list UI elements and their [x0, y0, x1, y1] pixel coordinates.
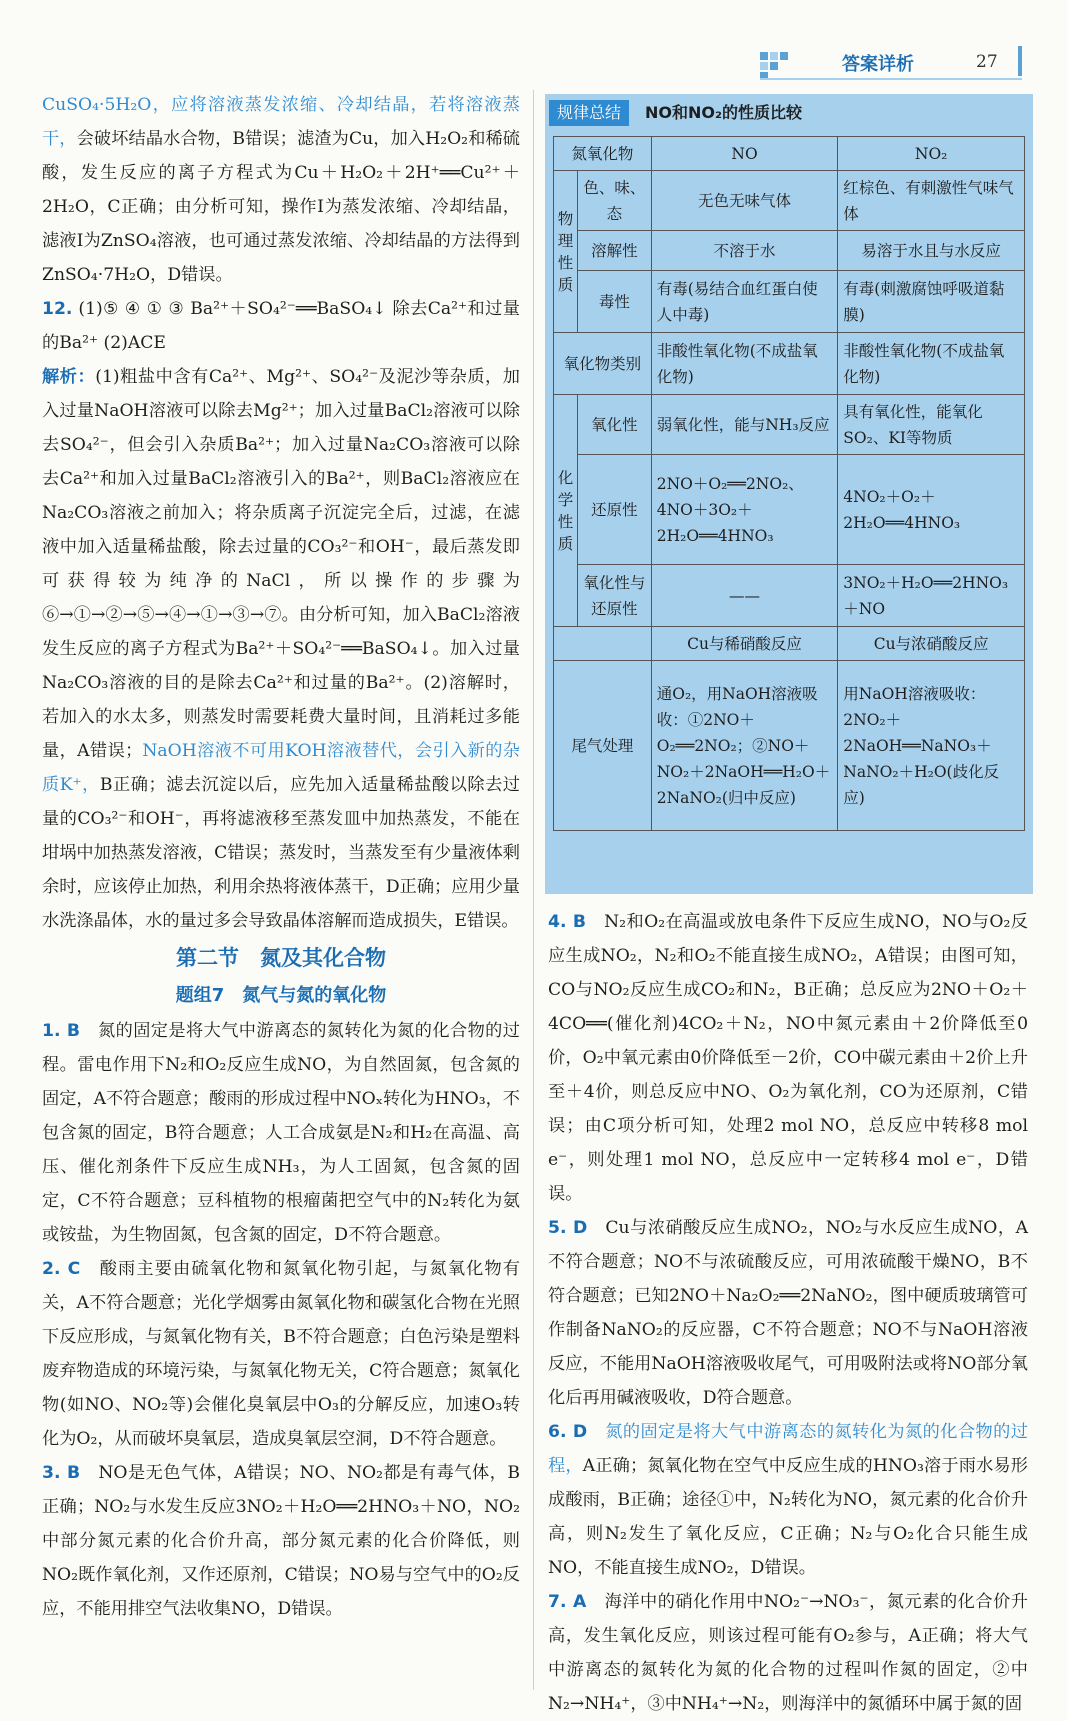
table-row [554, 395, 1025, 455]
table-cell: 氧化物类别 [554, 333, 652, 395]
paragraph-text: (1)粗盐中含有Ca²⁺、Mg²⁺、SO₄²⁻及泥沙等杂质，加入过量NaOH溶液可以除去Mg²⁺；加入过量BaCl₂溶液可以除去SO₄²⁻，但会引入杂质Ba²⁺；加入过量Na₂CO₃溶液可以除去Ca²⁺和加入过量BaCl₂溶液引入的Ba²⁺，则BaCl₂溶液应在Na₂CO₃溶液之前加入；将杂质离子沉淀完全后，过滤，在滤液中加入适量稀盐酸，除去过量的CO₃²⁻和OH⁻，最后蒸发即可获得较为纯净的NaCl，所以操作的步骤为⑥→①→②→⑤→④→①→③→⑦。由分析可知，加入BaCl₂溶液发生反应的离子方程式为Ba²⁺＋SO₄²⁻══BaSO₄↓。加入过量Na₂CO₃溶液的目的是除去Ca²⁺和过量的Ba²⁺。(2)溶解时，若加入的水太多，则蒸发时需要耗费大量时间，且消耗过多能量，A错误； [42, 367, 520, 761]
answer-2 [42, 1252, 520, 1456]
highlight-text: NaOH溶液不可用KOH溶液替代，会引入新的杂质K⁺， [42, 741, 520, 795]
table-cell: 不溶于水 [651, 231, 838, 271]
rule-summary-tag: 规律总结 [549, 100, 629, 126]
table-cell: 通O₂，用NaOH溶液吸收：①2NO＋O₂══2NO₂；②NO＋NO₂＋2NaOH══H₂O＋2NaNO₂(归中反应) [651, 661, 838, 831]
left-column [42, 88, 520, 1626]
table-row [554, 565, 1025, 627]
highlight-text: CuSO₄·5H₂O，应将溶液蒸发浓缩、冷却结晶，若将溶液蒸干， [42, 95, 520, 149]
table-cell: 4NO₂＋O₂＋2H₂O══4HNO₃ [838, 455, 1025, 565]
question-number: 2. C [42, 1259, 81, 1279]
question-number: 12. [42, 299, 73, 319]
rule-summary-title: NO和NO₂的性质比较 [645, 103, 802, 122]
question-number: 4. B [548, 912, 587, 932]
table-cell: Cu与浓硝酸反应 [838, 627, 1025, 661]
question-number: 5. D [548, 1218, 588, 1238]
table-cell: 无色无味气体 [651, 171, 838, 231]
table-cell: 色、味、态 [577, 171, 651, 231]
table-cell: 氧化性 [577, 395, 651, 455]
table-cell: 尾气处理 [554, 661, 652, 831]
table-cell: 有毒(易结合血红蛋白使人中毒) [651, 271, 838, 333]
column-divider [533, 90, 534, 1690]
question-number: 6. D [548, 1422, 588, 1442]
highlight-text: 氮的固定是将大气中游离态的氮转化为氮的化合物的过程， [548, 1422, 1028, 1476]
answer-3 [42, 1456, 520, 1626]
answer-text: 酸雨主要由硫氧化物和氮氧化物引起，与氮氧化物有关，A不符合题意；光化学烟雾由氮氧化物和碳氢化合物在光照下反应形成，与氮氧化物有关，B不符合题意；白色污染是塑料废弃物造成的环境污染，与氮氧化物无关，C符合题意；氮氧化物(如NO、NO₂等)会催化臭氧层中O₃的分解反应，加速O₃转化为O₂，从而破坏臭氧层，造成臭氧层空洞，D不符合题意。 [42, 1259, 520, 1449]
header-squares-icon [760, 52, 788, 78]
table-cell: 用NaOH溶液吸收：2NO₂＋2NaOH══NaNO₃＋NaNO₂＋H₂O(歧化反应) [838, 661, 1025, 831]
table-cell: 具有氧化性，能氧化SO₂、KI等物质 [838, 395, 1025, 455]
table-cell: 非酸性氧化物(不成盐氧化物) [838, 333, 1025, 395]
table-cell: Cu与稀硝酸反应 [651, 627, 838, 661]
rule-summary-box [545, 94, 1033, 894]
table-cell: 有毒(刺激腐蚀呼吸道黏膜) [838, 271, 1025, 333]
section-title: 第二节 氮及其化合物 [176, 946, 386, 970]
table-cell: 2NO＋O₂══2NO₂、4NO＋3O₂＋2H₂O══4HNO₃ [651, 455, 838, 565]
answer-11-continued [42, 88, 520, 292]
answer-4 [548, 905, 1028, 1211]
group-title: 题组7 氮气与氮的氧化物 [175, 985, 387, 1006]
table-cell: 溶解性 [577, 231, 651, 271]
paragraph-text: B正确；滤去沉淀以后，应先加入适量稀盐酸以除去过量的CO₃²⁻和OH⁻，再将滤液移至蒸发皿中加热蒸发，不能在坩埚中加热蒸发溶液，C错误；蒸发时，当蒸发至有少量液体剩余时，应该停止加热，利用余热将液体蒸干，D正确；应用少量水洗涤晶体，水的量过多会导致晶体溶解而造成损失，E错误。 [42, 775, 520, 931]
right-column [548, 905, 1028, 1721]
paragraph-text: 会破坏结晶水合物，B错误；滤渣为Cu，加入H₂O₂和稀硫酸，发生反应的离子方程式为Cu＋H₂O₂＋2H⁺══Cu²⁺＋2H₂O，C正确；由分析可知，操作Ⅰ为蒸发浓缩、冷却结晶，滤液Ⅰ为ZnSO₄溶液，也可通过蒸发浓缩、冷却结晶的方法得到ZnSO₄·7H₂O，D错误。 [42, 129, 520, 285]
table-cell: 氧化性与还原性 [577, 565, 651, 627]
table-row [554, 455, 1025, 565]
page-header [0, 46, 1067, 86]
question-number: 1. B [42, 1021, 80, 1041]
group-label-chemical: 化学性质 [554, 395, 578, 627]
answer-7 [548, 1585, 1028, 1721]
table-header-cell: 氮氧化物 [554, 137, 652, 171]
table-row [554, 137, 1025, 171]
answer-text: 氮的固定是将大气中游离态的氮转化为氮的化合物的过程。雷电作用下N₂和O₂反应生成NO，为自然固氮，包含氮的固定，A不符合题意；酸雨的形成过程中NOₓ转化为HNO₃，不包含氮的固定，B符合题意；人工合成氨是N₂和H₂在高温、高压、催化剂条件下反应生成NH₃，为人工固氮，包含氮的固定，C不符合题意；豆科植物的根瘤菌把空气中的N₂转化为氨或铵盐，为生物固氮，包含氮的固定，D不符合题意。 [42, 1021, 520, 1245]
analysis-12 [42, 360, 520, 938]
header-title: 答案详析 [842, 54, 914, 75]
answer-text: NO是无色气体，A错误；NO、NO₂都是有毒气体，B正确；NO₂与水发生反应3NO₂＋H₂O══2HNO₃＋NO，NO₂中部分氮元素的化合价升高，部分氮元素的化合价降低，则NO₂既作氧化剂，又作还原剂，C错误；NO易与空气中的O₂反应，不能用排空气法收集NO，D错误。 [42, 1463, 521, 1619]
table-row [554, 627, 1025, 661]
group-label-physical: 物理性质 [554, 171, 578, 333]
answer-5 [548, 1211, 1028, 1415]
comparison-table [553, 136, 1025, 831]
table-cell: 3NO₂＋H₂O══2HNO₃＋NO [838, 565, 1025, 627]
answer-text: 海洋中的硝化作用中NO₂⁻→NO₃⁻，氮元素的化合价升高，发生氧化反应，则该过程可能有O₂参与，A正确；将大气中游离态的氮转化为氮的化合物的过程叫作氮的固定，②中N₂→NH₄⁺，③中NH₄⁺→N₂，则海洋中的氮循环中属于氮的固 [548, 1592, 1028, 1714]
table-row [554, 231, 1025, 271]
answer-text: A正确；氮氧化物在空气中反应生成的HNO₃溶于雨水易形成酸雨，B正确；途径①中，N₂转化为NO，氮元素的化合价升高，则N₂发生了氧化反应，C正确；N₂与O₂化合只能生成NO，不能直接生成NO₂，D错误。 [548, 1456, 1028, 1578]
answer-text: (1)⑤ ④ ① ③ Ba²⁺＋SO₄²⁻══BaSO₄↓ 除去Ca²⁺和过量的Ba²⁺ (2)ACE [42, 299, 520, 353]
answer-text: N₂和O₂在高温或放电条件下反应生成NO，NO与O₂反应生成NO₂，N₂和O₂不能直接生成NO₂，A错误；由图可知，CO与NO₂反应生成CO₂和N₂，B正确；总反应为2NO＋O₂＋4CO══(催化剂)4CO₂＋N₂，NO中氮元素由＋2价降低至0价，O₂中氧元素由0价降低至－2价，CO中碳元素由＋2价上升至＋4价，则总反应中NO、O₂为氧化剂，CO为还原剂，C错误；由C项分析可知，处理2 mol NO，总反应中转移8 mol e⁻，则处理1 mol NO，总反应中一定转移4 mol e⁻，D错误。 [548, 912, 1028, 1204]
table-cell [554, 627, 652, 661]
table-header-cell: NO [651, 137, 838, 171]
table-cell: 红棕色、有刺激性气味气体 [838, 171, 1025, 231]
header-underline [760, 78, 1022, 80]
table-row [554, 661, 1025, 831]
table-row [554, 333, 1025, 395]
table-row [554, 271, 1025, 333]
page-number: 27 [976, 52, 998, 72]
analysis-label: 解析： [42, 367, 96, 387]
answer-12 [42, 292, 520, 360]
answer-6 [548, 1415, 1028, 1585]
table-cell: 毒性 [577, 271, 651, 333]
question-number: 7. A [548, 1592, 587, 1612]
table-cell: 非酸性氧化物(不成盐氧化物) [651, 333, 838, 395]
question-number: 3. B [42, 1463, 81, 1483]
header-bar [1018, 46, 1022, 76]
table-row [554, 171, 1025, 231]
table-cell: 易溶于水且与水反应 [838, 231, 1025, 271]
table-cell: 弱氧化性，能与NH₃反应 [651, 395, 838, 455]
table-cell: 还原性 [577, 455, 651, 565]
table-cell: —— [651, 565, 838, 627]
answer-text: Cu与浓硝酸反应生成NO₂，NO₂与水反应生成NO，A不符合题意；NO不与浓硫酸反应，可用浓硫酸干燥NO，B不符合题意；已知2NO＋Na₂O₂══2NaNO₂，图中硬质玻璃管可作制备NaNO₂的反应器，C不符合题意；NO不与NaOH溶液反应，不能用NaOH溶液吸收尾气，可用吸附法或将NO部分氧化后再用碱液吸收，D符合题意。 [548, 1218, 1028, 1408]
rule-summary-header [545, 94, 1033, 132]
answer-1 [42, 1014, 520, 1252]
table-header-cell: NO₂ [838, 137, 1025, 171]
